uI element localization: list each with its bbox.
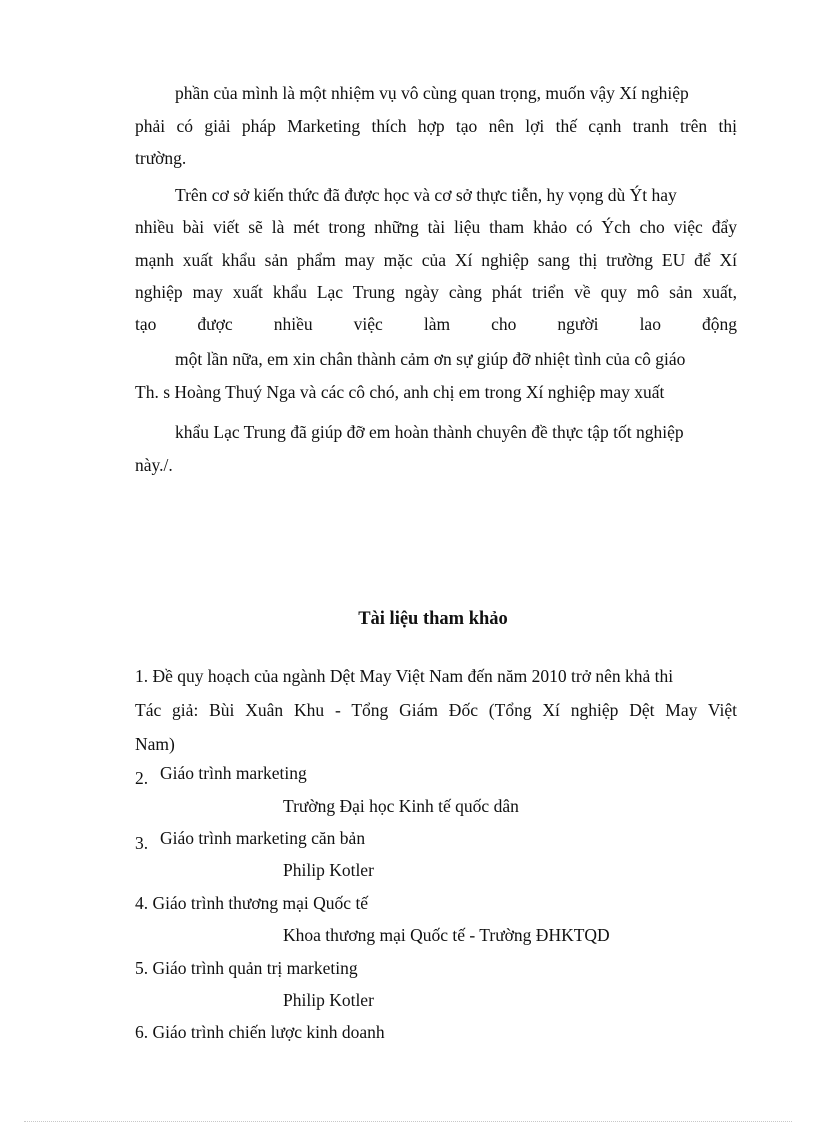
reference-4-author: Khoa thương mại Quốc tế - Trường ĐHKTQD — [283, 925, 610, 945]
body-line-12: này./. — [135, 455, 173, 475]
body-line-4: Trên cơ sở kiến thức đã được học và cơ sở thực tiễn, hy vọng dù Ýt hay — [175, 185, 677, 205]
reference-5-title: 5. Giáo trình quản trị marketing — [135, 958, 358, 978]
references-title: Tài liệu tham khảo — [358, 609, 508, 629]
reference-2-number: 2. — [135, 768, 149, 788]
reference-2-author: Trường Đại học Kinh tế quốc dân — [283, 796, 519, 816]
reference-2-title: Giáo trình marketing — [160, 763, 307, 783]
reference-3-author: Philip Kotler — [283, 860, 374, 880]
reference-4-title: 4. Giáo trình thương mại Quốc tế — [135, 893, 369, 913]
reference-1-line-2: Tác giả: Bùi Xuân Khu - Tổng Giám Đốc (Tổng Xí nghiệp Dệt May Việt — [135, 700, 737, 720]
body-line-10: Th. s Hoàng Thuý Nga và các cô chó, anh chị em trong Xí nghiệp may xuất — [135, 382, 665, 402]
reference-3-number: 3. — [135, 833, 149, 853]
reference-1-line-3: Nam) — [135, 734, 175, 754]
reference-3-title: Giáo trình marketing căn bản — [160, 828, 366, 848]
reference-1-line-1: 1. Đề quy hoạch của ngành Dệt May Việt Nam đến năm 2010 trở nên khả thi — [135, 666, 674, 686]
body-line-8: tạo được nhiều việc làm cho người lao động — [135, 314, 737, 334]
reference-5-author: Philip Kotler — [283, 990, 374, 1010]
body-line-6: mạnh xuất khẩu sản phẩm may mặc của Xí nghiệp sang thị trường EU để Xí — [135, 250, 737, 270]
body-line-9: một lần nữa, em xin chân thành cảm ơn sự giúp đỡ nhiệt tình của cô giáo — [175, 349, 686, 369]
body-line-3: trường. — [135, 148, 187, 168]
body-line-11: khẩu Lạc Trung đã giúp đỡ em hoàn thành chuyên đề thực tập tốt nghiệp — [175, 422, 684, 442]
reference-6-title: 6. Giáo trình chiến lược kinh doanh — [135, 1022, 385, 1042]
body-line-5: nhiều bài viết sẽ là mét trong những tài liệu tham khảo có Ých cho việc đẩy — [135, 217, 737, 237]
body-line-1: phần của mình là một nhiệm vụ vô cùng quan trọng, muốn vậy Xí nghiệp — [175, 83, 689, 103]
body-line-2: phải có giải pháp Marketing thích hợp tạo nên lợi thế cạnh tranh trên thị — [135, 116, 737, 136]
page-bottom-divider — [24, 1121, 792, 1122]
body-line-7: nghiệp may xuất khẩu Lạc Trung ngày càng phát triển về quy mô sản xuất, — [135, 282, 737, 302]
